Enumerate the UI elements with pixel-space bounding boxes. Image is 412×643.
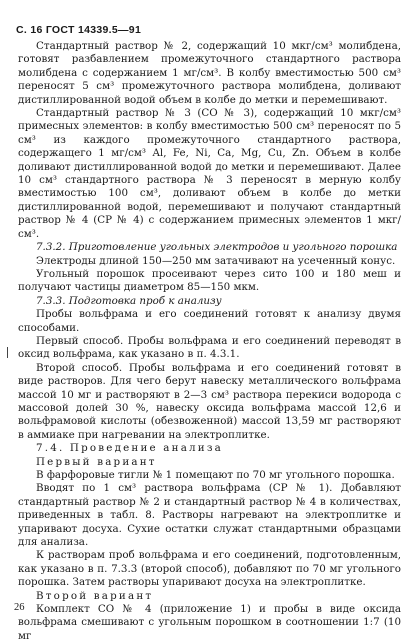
heading-second-variant: Второй вариант [36, 589, 154, 602]
page-number: 26 [14, 602, 25, 613]
paragraph-coal-powder: Угольный порошок просеивают через сито 100 и 180 меш и получают частицы диаметром 85—150 мкм. [18, 267, 401, 294]
subsection-heading-electrodes: 7.3.2. Приготовление угольных электродов и угольного порошка [36, 241, 398, 254]
paragraph-standard-solution-3: Стандартный раствор № 3 (СО № 3), содержащий 10 мкг/см³ примесных элементов: в колбу вместимостью 500 см³ переносят по 5 см³ из каждого промежуточного стандартного раствора, содержащего 1 мг/см³ Al, Fe, Ni, Ca, Mg, Cu, Zn. Объем в колбе доливают дистиллированной водой до метки и перемешивают. Далее 10 см³ стандартного раствора № 3 переносят в мерную колбу вместимостью 100 см³, доливают объем в колбе до метки дистиллированной водой, перемешивают и получают стандартный раствор № 4 (СР № 4) с содержанием примесных элементов 1 мкг/см³. [18, 107, 401, 240]
paragraph-first-method: Первый способ. Пробы вольфрама и его соединений переводят в оксид вольфрама, как указано в п. 4.3.1. [18, 334, 401, 361]
paragraph-second-method: Второй способ. Пробы вольфрама и его соединений готовят в виде растворов. Для чего берут навеску металлического вольфрама массой 10 мг и растворяют в 2—3 см³ раствора перекиси водорода с массовой долей 30 %, навеску оксида вольфрама массой 12,6 и вольфрамовой кислоты (обезвоженной) массой 13,59 мг растворяют в аммиаке при нагревании на электроплитке. [18, 361, 401, 441]
body-text [18, 40, 401, 643]
margin-mark [7, 347, 8, 358]
section-heading-analysis: 7.4. Проведение анализа [36, 442, 224, 455]
subsection-heading-sample-prep: 7.3.3. Подготовка проб к анализу [36, 294, 222, 307]
paragraph-sample-solutions: К растворам проб вольфрама и его соединений, подготовленным, как указано в п. 7.3.3 (второй способ), добавляют по 70 мг угольного порошка. Затем растворы упаривают досуха на электроплитке. [18, 549, 401, 589]
heading-first-variant: Первый вариант [36, 455, 157, 468]
paragraph-electrodes: Электроды длиной 150—250 мм затачивают на усеченный конус. [36, 254, 396, 267]
paragraph-co4-kit: Комплект СО № 4 (приложение 1) и пробы в виде оксида вольфрама смешивают с угольным порошком в соотношении 1:7 (10 мг [18, 603, 401, 642]
page-header: С. 16 ГОСТ 14339.5—91 [16, 24, 142, 36]
paragraph-standard-solution-2: Стандартный раствор № 2, содержащий 10 мкг/см³ молибдена, готовят разбавлением промежуточного стандартного раствора молибдена с содержанием 1 мг/см³. В колбу вместимостью 500 см³ переносят 5 см³ промежуточного раствора молибдена, доливают дистиллированной водой объем в колбе до метки и перемешивают. [18, 40, 401, 106]
paragraph-crucibles: В фарфоровые тигли № 1 помещают по 70 мг угольного порошка. [36, 469, 395, 481]
paragraph-two-methods: Пробы вольфрама и его соединений готовят к анализу двумя способами. [18, 308, 401, 334]
paragraph-add-solutions: Вводят по 1 см³ раствора вольфрама (СР № 1). Добавляют стандартный раствор № 2 и стандартный раствор № 4 в количествах, приведенных в табл. 8. Растворы нагревают на электроплитке и упаривают досуха. Сухие остатки служат стандартными образцами для анализа. [18, 482, 401, 549]
